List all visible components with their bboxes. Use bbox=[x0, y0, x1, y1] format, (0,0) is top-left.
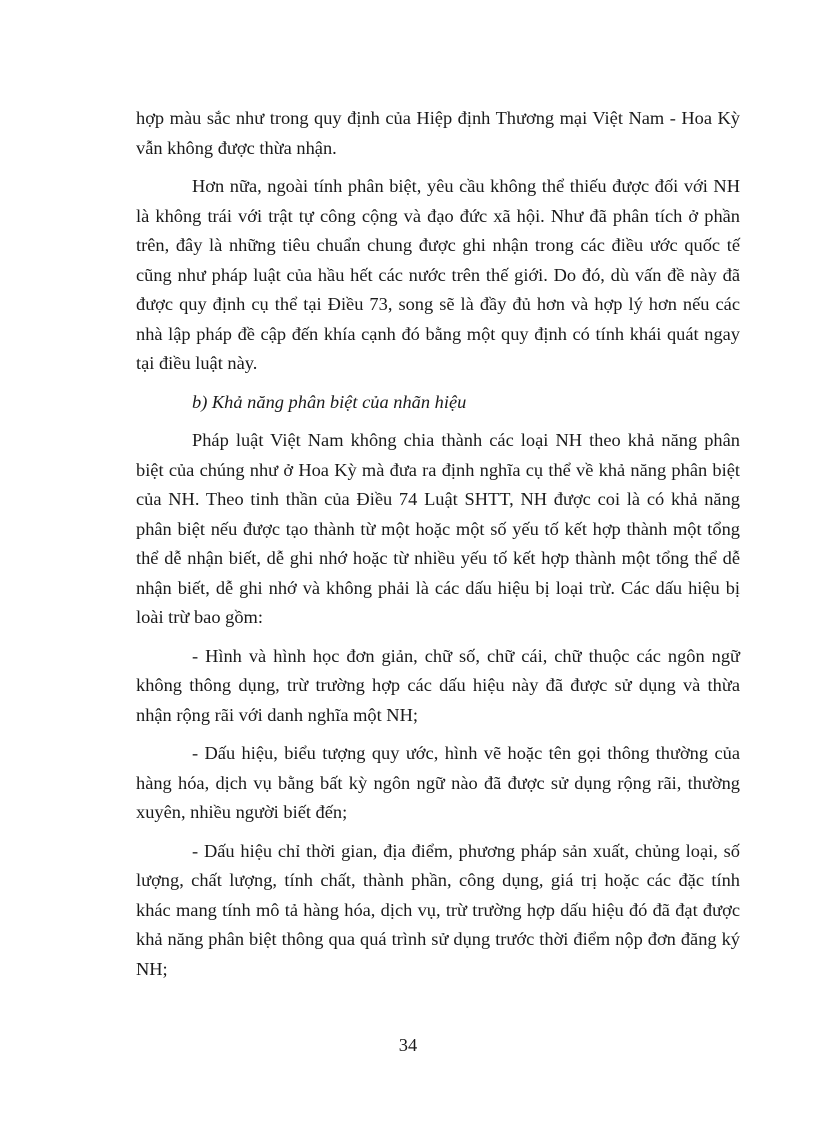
list-item-conventional-signs: - Dấu hiệu, biểu tượng quy ước, hình vẽ hoặc tên gọi thông thường của hàng hóa, dịch vụ bằng bất kỳ ngôn ngữ nào đã được sử dụng rộng rãi, thường xuyên, nhiều người biết đến; bbox=[136, 743, 740, 822]
list-item-descriptive-signs: - Dấu hiệu chỉ thời gian, địa điểm, phương pháp sản xuất, chủng loại, số lượng, chất lượng, tính chất, thành phần, công dụng, giá trị hoặc các đặc tính khác mang tính mô tả hàng hóa, dịch vụ, trừ trường hợp dấu hiệu đó đã đạt được khả năng phân biệt thông qua quá trình sử dụng trước thời điểm nộp đơn đăng ký NH; bbox=[136, 840, 740, 979]
page-number: 34 bbox=[398, 1035, 418, 1055]
section-heading-distinctiveness: b) Khả năng phân biệt của nhãn hiệu bbox=[192, 391, 467, 412]
paragraph-continuation: hợp màu sắc như trong quy định của Hiệp định Thương mại Việt Nam - Hoa Kỳ vẫn không được thừa nhận. bbox=[136, 108, 740, 158]
paragraph-public-order: Hơn nữa, ngoài tính phân biệt, yêu cầu không thể thiếu được đối với NH là không trái với trật tự công cộng và đạo đức xã hội. Như đã phân tích ở phần trên, đây là những tiêu chuẩn chung được ghi nhận trong các điều ước quốc tế cũng như pháp luật của hầu hết các nước trên thế giới. Do đó, dù vấn đề này đã được quy định cụ thể tại Điều 73, song sẽ là đầy đủ hơn và hợp lý hơn nếu các nhà lập pháp đề cập đến khía cạnh đó bằng một quy định có tính khái quát ngay tại điều luật này. bbox=[136, 176, 740, 373]
paragraph-vietnam-law: Pháp luật Việt Nam không chia thành các loại NH theo khả năng phân biệt của chúng như ở Hoa Kỳ mà đưa ra định nghĩa cụ thể về khả năng phân biệt của NH. Theo tinh thần của Điều 74 Luật SHTT, NH được coi là có khả năng phân biệt nếu được tạo thành từ một hoặc một số yếu tố kết hợp thành một tổng thể dễ nhận biết, dễ ghi nhớ hoặc từ nhiều yếu tố kết hợp thành một tổng thể dễ nhận biết, dễ ghi nhớ và không phải là các dấu hiệu bị loại trừ. Các dấu hiệu bị loài trừ bao gồm: bbox=[136, 430, 740, 627]
page-body bbox=[136, 104, 740, 993]
list-item-simple-shapes: - Hình và hình học đơn giản, chữ số, chữ cái, chữ thuộc các ngôn ngữ không thông dụng, trừ trường hợp các dấu hiệu này đã được sử dụng và thừa nhận rộng rãi với danh nghĩa một NH; bbox=[136, 645, 740, 725]
